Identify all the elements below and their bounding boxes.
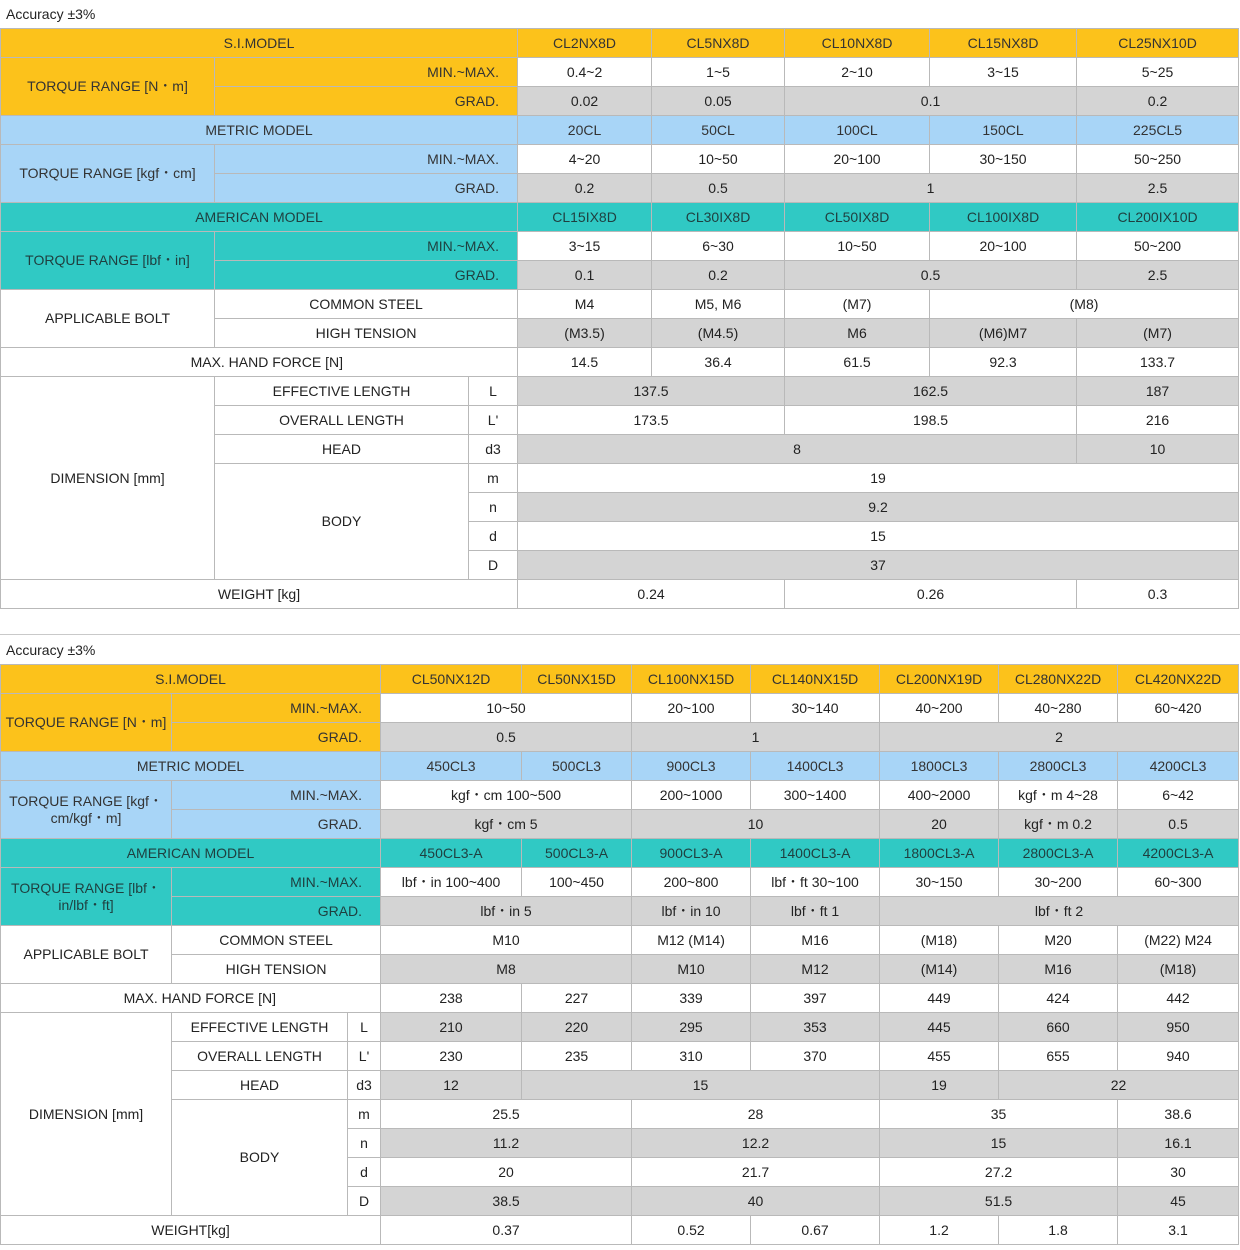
value-cell: 200~800 — [632, 868, 751, 897]
value-cell: 660 — [999, 1013, 1118, 1042]
head-label: HEAD — [172, 1071, 348, 1100]
si-minmax-row — [1, 694, 1239, 723]
grad-label: GRAD. — [172, 897, 381, 926]
weight-row — [1, 580, 1239, 609]
value-cell: 370 — [751, 1042, 880, 1071]
torque-range-si-label: TORQUE RANGE [N・m] — [1, 694, 172, 752]
symbol-cell: D — [469, 551, 518, 580]
value-cell: 30 — [1118, 1158, 1239, 1187]
value-cell: 38.6 — [1118, 1100, 1239, 1129]
table-divider — [0, 634, 1240, 635]
american-model-cell: CL200IX10D — [1077, 203, 1239, 232]
value-cell: (M6)M7 — [930, 319, 1077, 348]
symbol-cell: d3 — [348, 1071, 381, 1100]
value-cell: 339 — [632, 984, 751, 1013]
common-steel-label: COMMON STEEL — [172, 926, 381, 955]
value-cell: 40~200 — [880, 694, 999, 723]
value-cell: 10~50 — [785, 232, 930, 261]
value-cell: 20~100 — [930, 232, 1077, 261]
american-model-cell: 4200CL3-A — [1118, 839, 1239, 868]
american-model-row — [1, 839, 1239, 868]
value-cell: (M18) — [880, 926, 999, 955]
si-model-cell: CL10NX8D — [785, 29, 930, 58]
value-cell: 0.02 — [518, 87, 652, 116]
si-model-cell: CL50NX15D — [522, 665, 632, 694]
grad-label: GRAD. — [215, 174, 518, 203]
american-model-cell: CL15IX8D — [518, 203, 652, 232]
high-tension-label: HIGH TENSION — [215, 319, 518, 348]
metric-model-label: METRIC MODEL — [1, 752, 381, 781]
value-cell: 1.8 — [999, 1216, 1118, 1245]
value-cell: M12 (M14) — [632, 926, 751, 955]
spec-table-1 — [0, 28, 1239, 609]
symbol-cell: n — [469, 493, 518, 522]
metric-minmax-row — [1, 781, 1239, 810]
metric-model-cell: 1800CL3 — [880, 752, 999, 781]
american-model-row — [1, 203, 1239, 232]
value-cell: M4 — [518, 290, 652, 319]
head-label: HEAD — [215, 435, 469, 464]
value-cell: 397 — [751, 984, 880, 1013]
value-cell: 40 — [632, 1187, 880, 1216]
value-cell: 22 — [999, 1071, 1239, 1100]
si-model-cell: CL5NX8D — [652, 29, 785, 58]
grad-label: GRAD. — [172, 810, 381, 839]
value-cell: 187 — [1077, 377, 1239, 406]
value-cell: 20 — [880, 810, 999, 839]
value-cell: 162.5 — [785, 377, 1077, 406]
value-cell: 3~15 — [930, 58, 1077, 87]
value-cell: 0.37 — [381, 1216, 632, 1245]
min-max-label: MIN.~MAX. — [215, 145, 518, 174]
value-cell: 220 — [522, 1013, 632, 1042]
value-cell: 40~280 — [999, 694, 1118, 723]
american-model-label: AMERICAN MODEL — [1, 839, 381, 868]
body-label: BODY — [172, 1100, 348, 1216]
value-cell: 2 — [880, 723, 1239, 752]
metric-grad-row — [1, 810, 1239, 839]
value-cell: 19 — [880, 1071, 999, 1100]
american-model-cell: 1400CL3-A — [751, 839, 880, 868]
metric-model-cell: 500CL3 — [522, 752, 632, 781]
value-cell: 1 — [632, 723, 880, 752]
value-cell: 1 — [785, 174, 1077, 203]
value-cell: kgf・cm 5 — [381, 810, 632, 839]
symbol-cell: D — [348, 1187, 381, 1216]
value-cell: 30~150 — [930, 145, 1077, 174]
value-cell: 11.2 — [381, 1129, 632, 1158]
value-cell: 20~100 — [632, 694, 751, 723]
common-steel-row — [1, 290, 1239, 319]
common-steel-row — [1, 926, 1239, 955]
value-cell: 0.2 — [652, 261, 785, 290]
value-cell: 2.5 — [1077, 174, 1239, 203]
value-cell: 45 — [1118, 1187, 1239, 1216]
value-cell: lbf・in 5 — [381, 897, 632, 926]
value-cell: 8 — [518, 435, 1077, 464]
value-cell: 950 — [1118, 1013, 1239, 1042]
value-cell: kgf・m 4~28 — [999, 781, 1118, 810]
value-cell: 0.5 — [652, 174, 785, 203]
metric-model-row — [1, 116, 1239, 145]
value-cell: M20 — [999, 926, 1118, 955]
value-cell: 353 — [751, 1013, 880, 1042]
weight-label: WEIGHT [kg] — [1, 580, 518, 609]
value-cell: 28 — [632, 1100, 880, 1129]
symbol-cell: m — [348, 1100, 381, 1129]
value-cell: 295 — [632, 1013, 751, 1042]
value-cell: 655 — [999, 1042, 1118, 1071]
american-grad-row — [1, 897, 1239, 926]
metric-model-cell: 450CL3 — [381, 752, 522, 781]
min-max-label: MIN.~MAX. — [172, 781, 381, 810]
si-model-row — [1, 29, 1239, 58]
value-cell: 1~5 — [652, 58, 785, 87]
grad-label: GRAD. — [215, 87, 518, 116]
value-cell: 230 — [381, 1042, 522, 1071]
metric-minmax-row — [1, 145, 1239, 174]
value-cell: 0.3 — [1077, 580, 1239, 609]
value-cell: 200~1000 — [632, 781, 751, 810]
value-cell: 50~200 — [1077, 232, 1239, 261]
value-cell: 3~15 — [518, 232, 652, 261]
value-cell: 25.5 — [381, 1100, 632, 1129]
torque-range-american-label: TORQUE RANGE [lbf・in/lbf・ft] — [1, 868, 172, 926]
max-hand-force-row — [1, 348, 1239, 377]
si-model-cell: CL2NX8D — [518, 29, 652, 58]
value-cell: lbf・in 100~400 — [381, 868, 522, 897]
symbol-cell: d3 — [469, 435, 518, 464]
value-cell: 0.26 — [785, 580, 1077, 609]
value-cell: 1.2 — [880, 1216, 999, 1245]
value-cell: (M8) — [930, 290, 1239, 319]
value-cell: 424 — [999, 984, 1118, 1013]
si-model-cell: CL140NX15D — [751, 665, 880, 694]
value-cell: 0.5 — [1118, 810, 1239, 839]
min-max-label: MIN.~MAX. — [172, 694, 381, 723]
value-cell: (M22) M24 — [1118, 926, 1239, 955]
value-cell: 60~300 — [1118, 868, 1239, 897]
si-model-row — [1, 665, 1239, 694]
value-cell: kgf・cm 100~500 — [381, 781, 632, 810]
si-model-label: S.I.MODEL — [1, 29, 518, 58]
value-cell: 173.5 — [518, 406, 785, 435]
value-cell: (M4.5) — [652, 319, 785, 348]
value-cell: 216 — [1077, 406, 1239, 435]
overall-length-label: OVERALL LENGTH — [215, 406, 469, 435]
american-model-label: AMERICAN MODEL — [1, 203, 518, 232]
body-m-row — [1, 1100, 1239, 1129]
min-max-label: MIN.~MAX. — [215, 232, 518, 261]
high-tension-label: HIGH TENSION — [172, 955, 381, 984]
american-model-cell: CL100IX8D — [930, 203, 1077, 232]
value-cell: 0.52 — [632, 1216, 751, 1245]
value-cell: 19 — [518, 464, 1239, 493]
value-cell: M16 — [751, 926, 880, 955]
metric-model-cell: 1400CL3 — [751, 752, 880, 781]
effective-length-row — [1, 1013, 1239, 1042]
high-tension-row — [1, 955, 1239, 984]
accuracy-label-1: Accuracy ±3% — [6, 6, 96, 22]
value-cell: (M14) — [880, 955, 999, 984]
value-cell: 60~420 — [1118, 694, 1239, 723]
metric-model-cell: 2800CL3 — [999, 752, 1118, 781]
effective-length-label: EFFECTIVE LENGTH — [172, 1013, 348, 1042]
value-cell: 3.1 — [1118, 1216, 1239, 1245]
value-cell: 20~100 — [785, 145, 930, 174]
si-model-cell: CL420NX22D — [1118, 665, 1239, 694]
symbol-cell: d — [469, 522, 518, 551]
value-cell: 35 — [880, 1100, 1118, 1129]
metric-model-cell: 150CL — [930, 116, 1077, 145]
si-model-cell: CL50NX12D — [381, 665, 522, 694]
torque-range-si-label: TORQUE RANGE [N・m] — [1, 58, 215, 116]
value-cell: 10~50 — [652, 145, 785, 174]
value-cell: 0.2 — [1077, 87, 1239, 116]
spec-table-2 — [0, 664, 1239, 1245]
value-cell: 14.5 — [518, 348, 652, 377]
torque-range-metric-label: TORQUE RANGE [kgf・cm/kgf・m] — [1, 781, 172, 839]
american-model-cell: CL30IX8D — [652, 203, 785, 232]
value-cell: 30~140 — [751, 694, 880, 723]
value-cell: 2.5 — [1077, 261, 1239, 290]
value-cell: 10 — [632, 810, 880, 839]
symbol-cell: L' — [469, 406, 518, 435]
metric-model-cell: 4200CL3 — [1118, 752, 1239, 781]
weight-row — [1, 1216, 1239, 1245]
si-model-cell: CL280NX22D — [999, 665, 1118, 694]
american-model-cell: 450CL3-A — [381, 839, 522, 868]
value-cell: 210 — [381, 1013, 522, 1042]
value-cell: 6~30 — [652, 232, 785, 261]
applicable-bolt-label: APPLICABLE BOLT — [1, 926, 172, 984]
metric-model-cell: 100CL — [785, 116, 930, 145]
metric-model-cell: 20CL — [518, 116, 652, 145]
value-cell: kgf・m 0.2 — [999, 810, 1118, 839]
applicable-bolt-label: APPLICABLE BOLT — [1, 290, 215, 348]
si-model-cell: CL15NX8D — [930, 29, 1077, 58]
value-cell: 50~250 — [1077, 145, 1239, 174]
value-cell: 37 — [518, 551, 1239, 580]
american-model-cell: 1800CL3-A — [880, 839, 999, 868]
value-cell: 38.5 — [381, 1187, 632, 1216]
value-cell: 238 — [381, 984, 522, 1013]
value-cell: 21.7 — [632, 1158, 880, 1187]
overall-length-row — [1, 1042, 1239, 1071]
metric-model-cell: 900CL3 — [632, 752, 751, 781]
value-cell: 300~1400 — [751, 781, 880, 810]
value-cell: 4~20 — [518, 145, 652, 174]
value-cell: 0.2 — [518, 174, 652, 203]
value-cell: 30~150 — [880, 868, 999, 897]
value-cell: 0.4~2 — [518, 58, 652, 87]
value-cell: 10~50 — [381, 694, 632, 723]
value-cell: 455 — [880, 1042, 999, 1071]
max-hand-force-label: MAX. HAND FORCE [N] — [1, 984, 381, 1013]
value-cell: 6~42 — [1118, 781, 1239, 810]
american-model-cell: CL50IX8D — [785, 203, 930, 232]
symbol-cell: m — [469, 464, 518, 493]
si-minmax-row — [1, 58, 1239, 87]
si-model-label: S.I.MODEL — [1, 665, 381, 694]
value-cell: (M7) — [1077, 319, 1239, 348]
value-cell: 310 — [632, 1042, 751, 1071]
value-cell: 2~10 — [785, 58, 930, 87]
value-cell: 92.3 — [930, 348, 1077, 377]
value-cell: 10 — [1077, 435, 1239, 464]
value-cell: 12.2 — [632, 1129, 880, 1158]
symbol-cell: n — [348, 1129, 381, 1158]
value-cell: (M7) — [785, 290, 930, 319]
value-cell: 16.1 — [1118, 1129, 1239, 1158]
value-cell: 15 — [880, 1129, 1118, 1158]
american-model-cell: 500CL3-A — [522, 839, 632, 868]
min-max-label: MIN.~MAX. — [215, 58, 518, 87]
dimension-label: DIMENSION [mm] — [1, 377, 215, 580]
max-hand-force-label: MAX. HAND FORCE [N] — [1, 348, 518, 377]
weight-label: WEIGHT[kg] — [1, 1216, 381, 1245]
value-cell: M10 — [381, 926, 632, 955]
value-cell: lbf・ft 30~100 — [751, 868, 880, 897]
si-model-cell: CL25NX10D — [1077, 29, 1239, 58]
symbol-cell: d — [348, 1158, 381, 1187]
american-model-cell: 900CL3-A — [632, 839, 751, 868]
value-cell: M16 — [999, 955, 1118, 984]
value-cell: 15 — [518, 522, 1239, 551]
max-hand-force-row — [1, 984, 1239, 1013]
value-cell: 442 — [1118, 984, 1239, 1013]
si-model-cell: CL100NX15D — [632, 665, 751, 694]
common-steel-label: COMMON STEEL — [215, 290, 518, 319]
value-cell: 36.4 — [652, 348, 785, 377]
head-row — [1, 1071, 1239, 1100]
grad-label: GRAD. — [215, 261, 518, 290]
min-max-label: MIN.~MAX. — [172, 868, 381, 897]
value-cell: 235 — [522, 1042, 632, 1071]
metric-model-cell: 225CL5 — [1077, 116, 1239, 145]
value-cell: M5, M6 — [652, 290, 785, 319]
value-cell: 198.5 — [785, 406, 1077, 435]
si-grad-row — [1, 723, 1239, 752]
metric-model-label: METRIC MODEL — [1, 116, 518, 145]
value-cell: M12 — [751, 955, 880, 984]
grad-label: GRAD. — [172, 723, 381, 752]
value-cell: 0.1 — [518, 261, 652, 290]
symbol-cell: L — [348, 1013, 381, 1042]
value-cell: (M18) — [1118, 955, 1239, 984]
torque-range-american-label: TORQUE RANGE [lbf・in] — [1, 232, 215, 290]
effective-length-row — [1, 377, 1239, 406]
value-cell: 137.5 — [518, 377, 785, 406]
value-cell: M6 — [785, 319, 930, 348]
value-cell: 449 — [880, 984, 999, 1013]
si-model-cell: CL200NX19D — [880, 665, 999, 694]
value-cell: 12 — [381, 1071, 522, 1100]
metric-model-cell: 50CL — [652, 116, 785, 145]
value-cell: 61.5 — [785, 348, 930, 377]
value-cell: 27.2 — [880, 1158, 1118, 1187]
value-cell: 0.5 — [381, 723, 632, 752]
value-cell: 100~450 — [522, 868, 632, 897]
value-cell: M10 — [632, 955, 751, 984]
value-cell: 133.7 — [1077, 348, 1239, 377]
value-cell: 0.67 — [751, 1216, 880, 1245]
value-cell: 400~2000 — [880, 781, 999, 810]
symbol-cell: L — [469, 377, 518, 406]
value-cell: lbf・ft 1 — [751, 897, 880, 926]
torque-range-metric-label: TORQUE RANGE [kgf・cm] — [1, 145, 215, 203]
metric-model-row — [1, 752, 1239, 781]
value-cell: 15 — [522, 1071, 880, 1100]
american-minmax-row — [1, 232, 1239, 261]
value-cell: lbf・ft 2 — [880, 897, 1239, 926]
symbol-cell: L' — [348, 1042, 381, 1071]
value-cell: 0.1 — [785, 87, 1077, 116]
value-cell: 445 — [880, 1013, 999, 1042]
overall-length-label: OVERALL LENGTH — [172, 1042, 348, 1071]
value-cell: M8 — [381, 955, 632, 984]
value-cell: 0.24 — [518, 580, 785, 609]
value-cell: 0.05 — [652, 87, 785, 116]
body-label: BODY — [215, 464, 469, 580]
value-cell: lbf・in 10 — [632, 897, 751, 926]
dimension-label: DIMENSION [mm] — [1, 1013, 172, 1216]
value-cell: 5~25 — [1077, 58, 1239, 87]
effective-length-label: EFFECTIVE LENGTH — [215, 377, 469, 406]
value-cell: 9.2 — [518, 493, 1239, 522]
value-cell: (M3.5) — [518, 319, 652, 348]
value-cell: 940 — [1118, 1042, 1239, 1071]
value-cell: 30~200 — [999, 868, 1118, 897]
american-model-cell: 2800CL3-A — [999, 839, 1118, 868]
value-cell: 51.5 — [880, 1187, 1118, 1216]
value-cell: 0.5 — [785, 261, 1077, 290]
accuracy-label-2: Accuracy ±3% — [6, 642, 96, 658]
american-minmax-row — [1, 868, 1239, 897]
value-cell: 227 — [522, 984, 632, 1013]
value-cell: 20 — [381, 1158, 632, 1187]
